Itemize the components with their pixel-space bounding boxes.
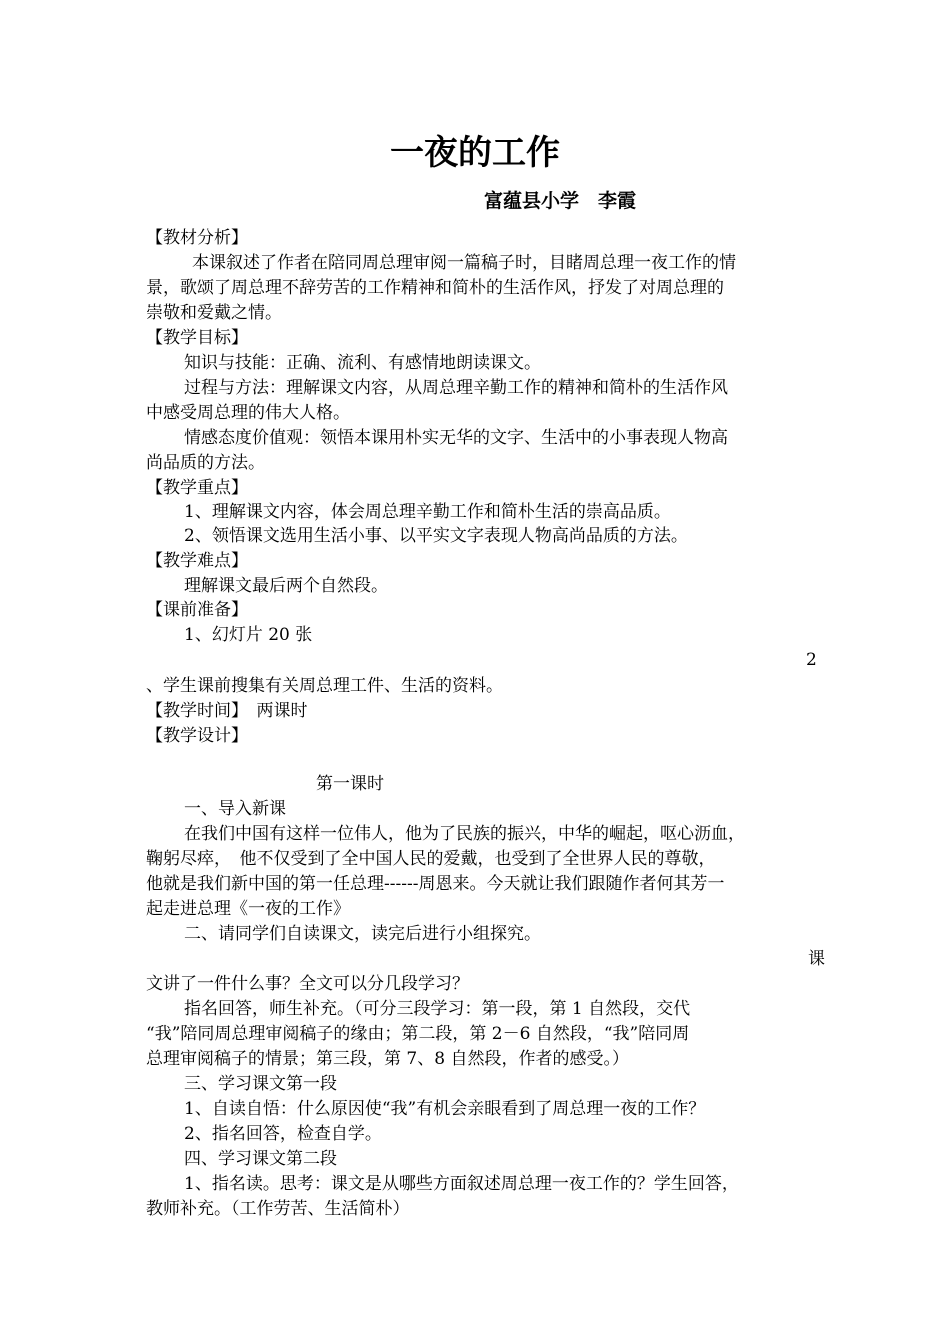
text-line: 他就是我们新中国的第一任总理------周恩来。今天就让我们跟随作者何其芳一 xyxy=(146,874,725,894)
section-heading: 【教学重点】 xyxy=(146,478,248,498)
text-line: 崇敬和爱戴之情。 xyxy=(146,303,282,323)
text-line: “我”陪同周总理审阅稿子的缘由；第二段，第 2－6 自然段，“我”陪同周 xyxy=(146,1024,690,1044)
text-line: 本课叙述了作者在陪同周总理审阅一篇稿子时，目睹周总理一夜工作的情 xyxy=(192,253,736,273)
document-title: 一夜的工作 xyxy=(390,133,560,173)
section-heading: 【教学目标】 xyxy=(146,328,248,348)
text-line: 起走进总理《一夜的工作》 xyxy=(146,899,350,919)
text-line: 一、导入新课 xyxy=(184,799,286,819)
text-line: 课 xyxy=(808,949,825,969)
text-line: 在我们中国有这样一位伟人，他为了民族的振兴，中华的崛起，呕心沥血， xyxy=(184,824,745,844)
text-line: 总理审阅稿子的情景；第三段，第 7、8 自然段，作者的感受。） xyxy=(146,1049,629,1069)
text-line: 文讲了一件什么事？全文可以分几段学习？ xyxy=(146,974,469,994)
text-line: 过程与方法：理解课文内容，从周总理辛勤工作的精神和简朴的生活作风 xyxy=(184,378,728,398)
text-line: 三、学习课文第一段 xyxy=(184,1074,337,1094)
text-line: 二、请同学们自读课文，读完后进行小组探究。 xyxy=(184,924,541,944)
text-line: 2 xyxy=(806,650,817,670)
text-line: 知识与技能：正确、流利、有感情地朗读课文。 xyxy=(184,353,541,373)
text-line: 1、指名读。思考：课文是从哪些方面叙述周总理一夜工作的？学生回答， xyxy=(184,1174,739,1194)
section-heading: 【教学难点】 xyxy=(146,551,248,571)
text-line: 教师补充。（工作劳苦、生活简朴） xyxy=(146,1199,410,1219)
text-line: 1、理解课文内容，体会周总理辛勤工作和简朴生活的崇高品质。 xyxy=(184,502,671,522)
text-line: 尚品质的方法。 xyxy=(146,453,265,473)
section-heading: 【课前准备】 xyxy=(146,600,248,620)
text-line: 四、学习课文第二段 xyxy=(184,1149,337,1169)
text-line: 中感受周总理的伟大人格。 xyxy=(146,403,350,423)
text-line: 1、自读自悟：什么原因使“我”有机会亲眼看到了周总理一夜的工作？ xyxy=(184,1099,706,1119)
text-line: 、学生课前搜集有关周总理工件、生活的资料。 xyxy=(146,676,503,696)
author-line: 富蕴县小学 李霞 xyxy=(484,190,637,212)
text-line: 情感态度价值观：领悟本课用朴实无华的文字、生活中的小事表现人物高 xyxy=(184,428,728,448)
text-line: 鞠躬尽瘁， 他不仅受到了全中国人民的爱戴，也受到了全世界人民的尊敬， xyxy=(146,849,716,869)
text-line: 理解课文最后两个自然段。 xyxy=(184,576,388,596)
text-line: 2、领悟课文选用生活小事、以平实文字表现人物高尚品质的方法。 xyxy=(184,526,688,546)
section-heading: 【教材分析】 xyxy=(146,228,248,248)
text-line: 2、指名回答，检查自学。 xyxy=(184,1124,382,1144)
text-line: 景，歌颂了周总理不辞劳苦的工作精神和简朴的生活作风，抒发了对周总理的 xyxy=(146,278,724,298)
text-line: 指名回答，师生补充。（可分三段学习：第一段，第 1 自然段，交代 xyxy=(184,999,691,1019)
lesson-heading: 第一课时 xyxy=(316,774,384,794)
text-line: 1、幻灯片 20 张 xyxy=(184,625,313,645)
section-heading: 【教学时间】 两课时 xyxy=(146,701,308,721)
section-heading: 【教学设计】 xyxy=(146,726,248,746)
